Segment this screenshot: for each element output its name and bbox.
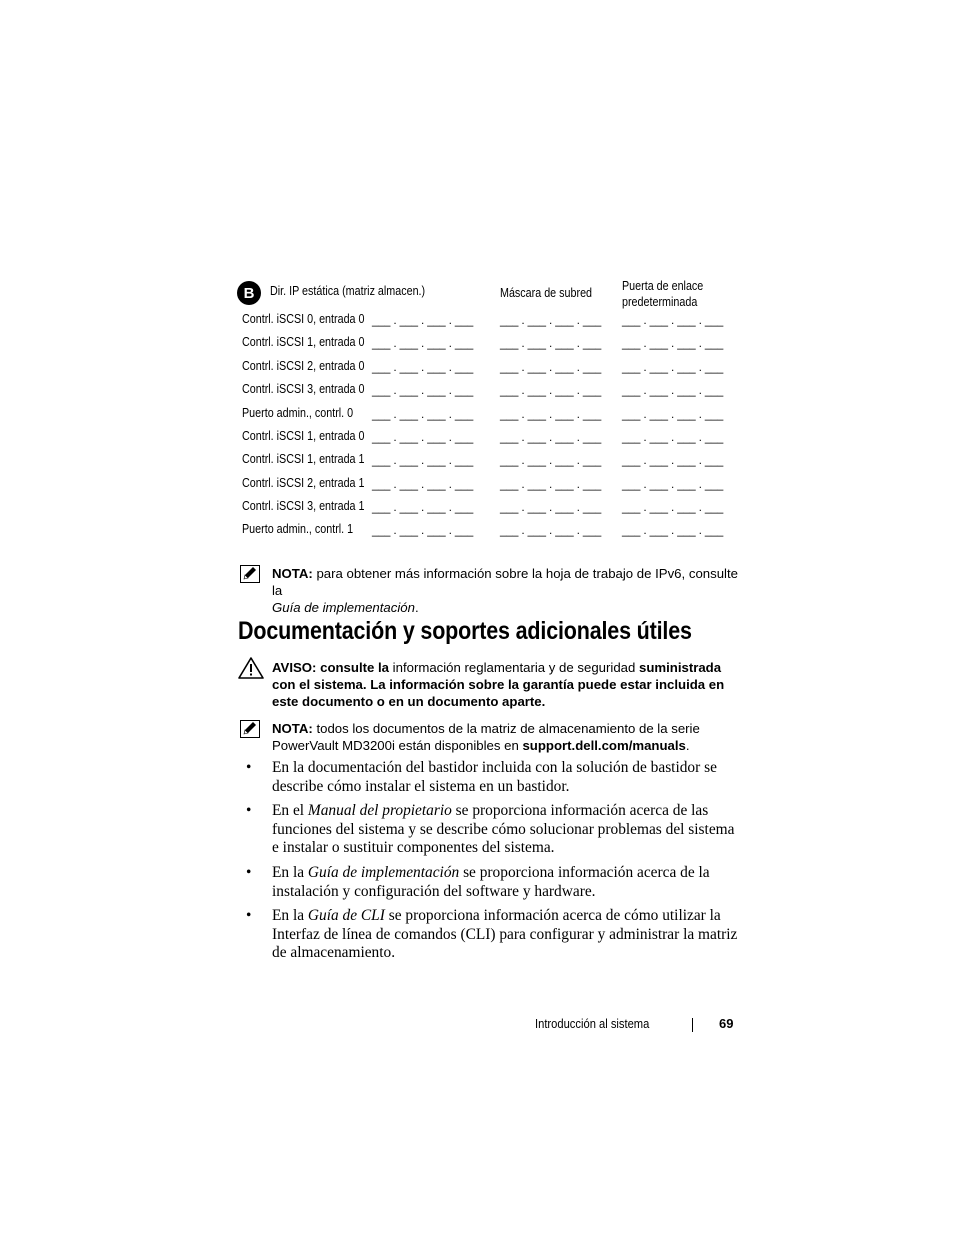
bullet-dot: •	[246, 759, 252, 776]
list-item: • En la documentación del bastidor incluida con la solución de bastidor se describe cómo instalar el sistema en un bastidor.	[246, 759, 717, 795]
support-link[interactable]: support.dell.com/manuals	[522, 738, 686, 753]
footer-separator	[692, 1018, 693, 1032]
page-number: 69	[719, 1016, 734, 1031]
gateway-field: ___ . ___ . ___ . ___	[622, 500, 724, 514]
list-item: • En la Guía de implementación se proporciona información acerca de la instalación y configuración del software y hardware.	[246, 863, 710, 900]
subnet-mask-field: ___ . ___ . ___ . ___	[500, 430, 602, 444]
bullet-dot: •	[246, 802, 252, 820]
documentation-list	[240, 759, 740, 969]
gateway-field: ___ . ___ . ___ . ___	[622, 477, 724, 491]
subnet-mask-field: ___ . ___ . ___ . ___	[500, 453, 602, 467]
table-row-label: Puerto admin., contrl. 0	[242, 406, 354, 420]
table-row-label: Contrl. iSCSI 2, entrada 0	[242, 359, 365, 373]
subnet-mask-field: ___ . ___ . ___ . ___	[500, 523, 602, 537]
ip-field: ___ . ___ . ___ . ___	[372, 500, 474, 514]
subnet-mask-field: ___ . ___ . ___ . ___	[500, 477, 602, 491]
section-heading: Documentación y soportes adicionales útiles	[238, 617, 692, 645]
subnet-mask-field: ___ . ___ . ___ . ___	[500, 336, 602, 350]
subnet-mask-field: ___ . ___ . ___ . ___	[500, 407, 602, 421]
gateway-field: ___ . ___ . ___ . ___	[622, 523, 724, 537]
ip-field: ___ . ___ . ___ . ___	[372, 360, 474, 374]
table-row-label: Puerto admin., contrl. 1	[242, 522, 354, 536]
ip-field: ___ . ___ . ___ . ___	[372, 313, 474, 327]
header-ip: Dir. IP estática (matriz almacen.)	[270, 284, 426, 298]
table-row-label: Contrl. iSCSI 1, entrada 0	[242, 429, 365, 443]
table-row-label: Contrl. iSCSI 3, entrada 1	[242, 499, 365, 513]
bullet-dot: •	[246, 907, 252, 925]
ip-field: ___ . ___ . ___ . ___	[372, 453, 474, 467]
ip-field: ___ . ___ . ___ . ___	[372, 407, 474, 421]
table-row-label: Contrl. iSCSI 1, entrada 1	[242, 452, 365, 466]
subnet-mask-field: ___ . ___ . ___ . ___	[500, 500, 602, 514]
bullet-dot: •	[246, 863, 252, 881]
subnet-mask-field: ___ . ___ . ___ . ___	[500, 313, 602, 327]
ip-field: ___ . ___ . ___ . ___	[372, 430, 474, 444]
ip-field: ___ . ___ . ___ . ___	[372, 477, 474, 491]
note-pencil-icon	[240, 720, 260, 738]
warning-icon	[238, 657, 264, 679]
gateway-field: ___ . ___ . ___ . ___	[622, 407, 724, 421]
gateway-field: ___ . ___ . ___ . ___	[622, 336, 724, 350]
subnet-mask-field: ___ . ___ . ___ . ___	[500, 360, 602, 374]
table-row-label: Contrl. iSCSI 2, entrada 1	[242, 476, 365, 490]
note-documents: NOTA: todos los documentos de la matriz de almacenamiento de la serie PowerVault MD3200i están disponibles en support.dell.com/manuals.	[272, 721, 700, 753]
footer-section: Introducción al sistema	[535, 1016, 650, 1031]
gateway-field: ___ . ___ . ___ . ___	[622, 313, 724, 327]
gateway-field: ___ . ___ . ___ . ___	[622, 430, 724, 444]
ip-field: ___ . ___ . ___ . ___	[372, 523, 474, 537]
gateway-field: ___ . ___ . ___ . ___	[622, 453, 724, 467]
ip-field: ___ . ___ . ___ . ___	[372, 336, 474, 350]
subnet-mask-field: ___ . ___ . ___ . ___	[500, 383, 602, 397]
note-ipv6: NOTA: para obtener más información sobre la hoja de trabajo de IPv6, consulte la Guía de implementación.	[272, 566, 738, 615]
header-mask: Máscara de subred	[500, 286, 593, 300]
table-row-label: Contrl. iSCSI 3, entrada 0	[242, 382, 365, 396]
header-gateway: Puerta de enlace predeterminada	[622, 279, 704, 309]
table-row-label: Contrl. iSCSI 0, entrada 0	[242, 312, 365, 326]
list-item: • En la Guía de CLI se proporciona información acerca de cómo utilizar la Interfaz de línea de comandos (CLI) para configurar y administrar la matriz de almacenamiento.	[246, 907, 738, 962]
note-pencil-icon	[240, 565, 260, 583]
ip-field: ___ . ___ . ___ . ___	[372, 383, 474, 397]
gateway-field: ___ . ___ . ___ . ___	[622, 383, 724, 397]
gateway-field: ___ . ___ . ___ . ___	[622, 360, 724, 374]
list-item: • En el Manual del propietario se proporciona información acerca de las funciones del sistema y se describe cómo solucionar problemas del sistema e instalar o sustituir componentes del sistema.	[246, 802, 735, 857]
table-badge: B	[237, 281, 261, 305]
table-row-label: Contrl. iSCSI 1, entrada 0	[242, 335, 365, 349]
warning-text: AVISO: consulte la información reglamentaria y de seguridad suministrada con el sistema. La información sobre la garantía puede estar incluida en este documento o en un documento aparte.	[272, 660, 725, 709]
